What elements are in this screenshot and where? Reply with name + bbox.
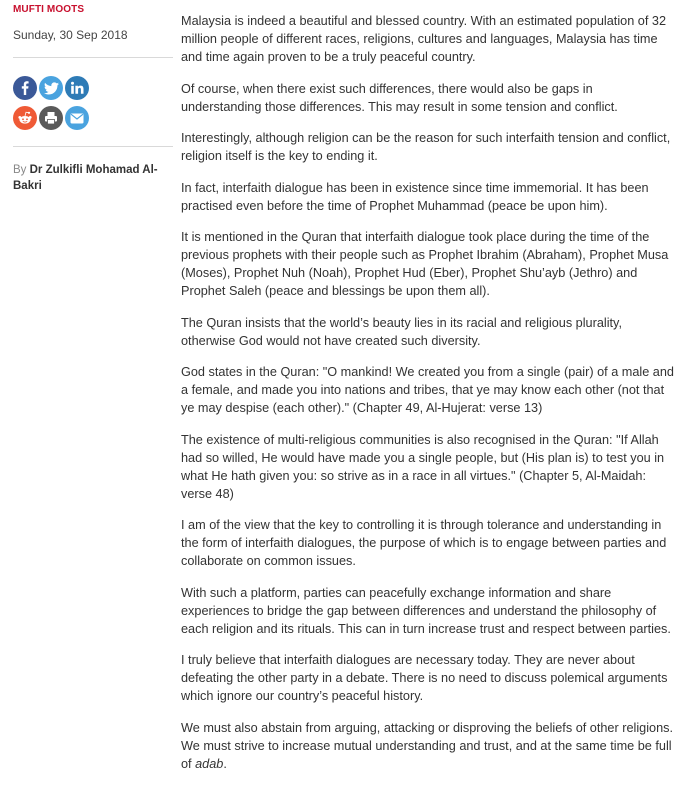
- reddit-icon: [17, 111, 33, 125]
- emphasis-text: adab: [195, 756, 224, 771]
- article-paragraph: In fact, interfaith dialogue has been in existence since time immemorial. It has been practised even before the time of Prophet Muhammad (peace be upon him).: [181, 180, 649, 213]
- publish-date: Sunday, 30 Sep 2018: [13, 28, 128, 42]
- article-paragraph: Malaysia is indeed a beautiful and blessed country. With an estimated population of 32 million people of different races, religions, cultures and languages, Malaysia has time and time again proven to be a truly peaceful country.: [181, 14, 667, 64]
- category-label[interactable]: MUFTI MOOTS: [13, 4, 85, 15]
- byline-prefix: By: [13, 164, 27, 176]
- article-paragraph: With such a platform, parties can peacefully exchange information and share experiences to bridge the gap between differences and understand the philosophy of each religion and its rituals. This can in turn increase trust and respect between parties.: [181, 585, 671, 636]
- linkedin-icon: [70, 81, 84, 95]
- facebook-share-button[interactable]: [13, 76, 37, 100]
- article-paragraph: I truly believe that interfaith dialogues are necessary today. They are never about defeating the other party in a debate. There is no need to discuss polemical arguments which ignore our country’s peaceful history.: [181, 653, 668, 703]
- author-name[interactable]: Dr Zulkifli Mohamad Al-Bakri: [13, 164, 158, 192]
- paragraph-text: We must also abstain from arguing, attacking or disproving the beliefs of other religions. We must strive to increase mutual understanding and trust, and at the same time be full of: [181, 720, 674, 771]
- paragraph-end: .: [223, 756, 227, 771]
- share-row-bottom: [13, 106, 89, 130]
- divider: [13, 57, 173, 58]
- article-sidebar: [13, 0, 160, 192]
- linkedin-share-button[interactable]: [65, 76, 89, 100]
- facebook-icon: [18, 81, 32, 95]
- article-body: [181, 12, 675, 786]
- share-row-top: [13, 76, 89, 100]
- envelope-icon: [70, 113, 84, 124]
- print-button[interactable]: [39, 106, 63, 130]
- article-paragraph-last: [181, 719, 675, 773]
- twitter-share-button[interactable]: [39, 76, 63, 100]
- article-paragraph: I am of the view that the key to controlling it is through tolerance and understanding in the form of interfaith dialogues, the purpose of which is to engage between parties and collaborate on common issues.: [181, 518, 667, 568]
- twitter-icon: [44, 82, 59, 95]
- reddit-share-button[interactable]: [13, 106, 37, 130]
- email-share-button[interactable]: [65, 106, 89, 130]
- article-paragraph: God states in the Quran: "O mankind! We created you from a single (pair) of a male and a female, and made you into nations and tribes, that ye may know each other (not that ye may despise (each other)." (Chapter 49, Al-Hujerat: verse 13): [181, 365, 674, 415]
- article-paragraph: The existence of multi-religious communities is also recognised in the Quran: "If Allah had so willed, He would have made you a single people, but (His plan is) to test you in what He hath given you: so strive as in a race in all virtues." (Chapter 5, Al-Maidah: verse 48): [181, 432, 665, 501]
- article-paragraph: The Quran insists that the world’s beauty lies in its racial and religious plurality, otherwise God would not have created such diversity.: [181, 315, 622, 348]
- article-paragraph: Of course, when there exist such differences, there would also be gaps in understanding those differences. This may result in some tension and conflict.: [181, 81, 618, 114]
- divider: [13, 146, 173, 147]
- article-paragraph: It is mentioned in the Quran that interfaith dialogue took place during the time of the previous prophets with their people such as Prophet Ibrahim (Abraham), Prophet Musa (Moses), Prophet Nuh (Noah), Prophet Hud (Eber), Prophet Shu’ayb (Jethro) and Prophet Saleh (peace and blessings be upon them all).: [181, 230, 669, 298]
- printer-icon: [44, 111, 58, 125]
- article-paragraph: Interestingly, although religion can be the reason for such interfaith tension and conflict, religion itself is the key to ending it.: [181, 131, 671, 163]
- byline: [13, 162, 163, 194]
